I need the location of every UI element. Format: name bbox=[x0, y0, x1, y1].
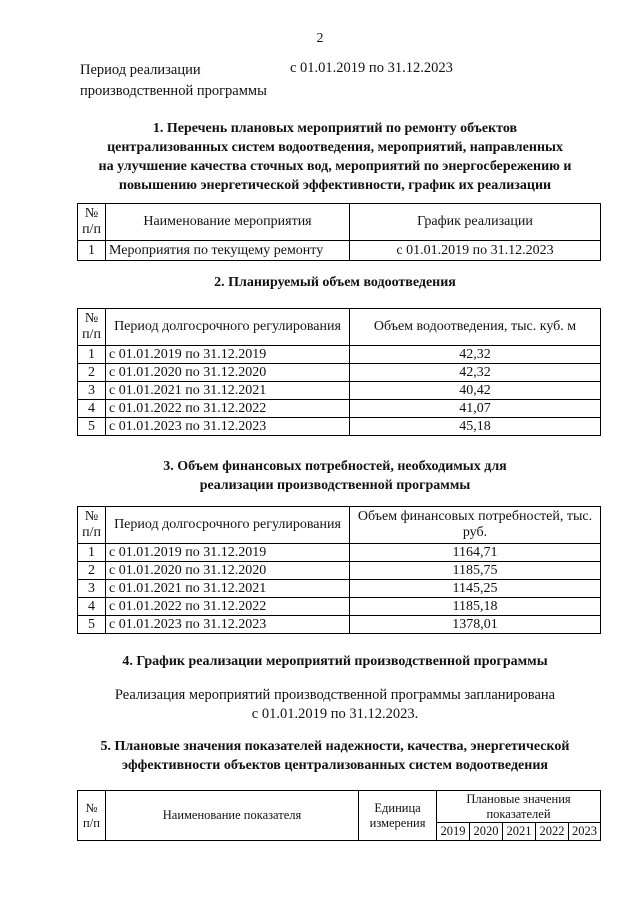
period-cell: с 01.01.2020 по 31.12.2020 bbox=[106, 562, 350, 580]
activity-schedule: с 01.01.2019 по 31.12.2023 bbox=[350, 241, 601, 261]
period-cell: с 01.01.2019 по 31.12.2019 bbox=[106, 544, 350, 562]
row-number: 1 bbox=[78, 241, 106, 261]
financial-cell: 1185,75 bbox=[350, 562, 601, 580]
volume-cell: 40,42 bbox=[350, 382, 601, 400]
col-header-year: 2023 bbox=[569, 823, 601, 841]
period-cell: с 01.01.2022 по 31.12.2022 bbox=[106, 598, 350, 616]
period-cell: с 01.01.2020 по 31.12.2020 bbox=[106, 364, 350, 382]
page-number: 2 bbox=[316, 31, 324, 46]
row-number: 5 bbox=[78, 418, 106, 436]
col-header-indicator: Наименование показателя bbox=[105, 791, 358, 841]
table-row bbox=[78, 364, 601, 382]
section3-title-line: 3. Объем финансовых потребностей, необходимых для bbox=[163, 459, 507, 474]
section5-title-line: 5. Плановые значения показателей надежности, качества, энергетической bbox=[100, 739, 570, 754]
section4-text-line1: Реализация мероприятий производственной программы запланирована bbox=[114, 687, 556, 703]
row-number: 2 bbox=[78, 562, 106, 580]
period-cell: с 01.01.2022 по 31.12.2022 bbox=[106, 400, 350, 418]
activity-name: Мероприятия по текущему ремонту bbox=[106, 241, 350, 261]
row-number: 1 bbox=[78, 346, 106, 364]
table-header-row bbox=[78, 204, 601, 241]
section3-title bbox=[70, 457, 600, 495]
col-header-period: Период долгосрочного регулирования bbox=[106, 507, 350, 544]
period-value: с 01.01.2019 по 31.12.2023 bbox=[290, 60, 453, 76]
table-row bbox=[78, 580, 601, 598]
table-row bbox=[78, 562, 601, 580]
section1-title-line: 1. Перечень плановых мероприятий по ремонту объектов bbox=[152, 121, 518, 136]
row-number: 4 bbox=[78, 598, 106, 616]
table-header-row bbox=[78, 791, 601, 823]
row-number: 5 bbox=[78, 616, 106, 634]
financial-cell: 1378,01 bbox=[350, 616, 601, 634]
col-header-activity: Наименование мероприятия bbox=[106, 204, 350, 241]
col-header-number: № п/п bbox=[78, 507, 106, 544]
col-header-unit: Единица измерения bbox=[359, 791, 437, 841]
section1-title-line: централизованных систем водоотведения, мероприятий, направленных bbox=[107, 140, 563, 155]
row-number: 4 bbox=[78, 400, 106, 418]
col-header-year: 2020 bbox=[470, 823, 503, 841]
indicators-table bbox=[77, 790, 601, 841]
row-number: 2 bbox=[78, 364, 106, 382]
table-row bbox=[78, 544, 601, 562]
volume-cell: 42,32 bbox=[350, 364, 601, 382]
table-row bbox=[78, 241, 601, 261]
section1-title-line: повышению энергетической эффективности, график их реализации bbox=[118, 178, 552, 193]
section4-text bbox=[70, 686, 600, 724]
col-header-year: 2022 bbox=[535, 823, 568, 841]
table-header-row bbox=[78, 507, 601, 544]
col-header-number: № п/п bbox=[78, 204, 106, 241]
period-label-line2: производственной программы bbox=[80, 83, 267, 99]
section1-title-line: на улучшение качества сточных вод, мероприятий по энергосбережению и bbox=[98, 159, 572, 174]
section2-title: 2. Планируемый объем водоотведения bbox=[214, 275, 456, 290]
row-number: 1 bbox=[78, 544, 106, 562]
section5-title-line: эффективности объектов централизованных систем водоотведения bbox=[122, 758, 548, 773]
row-number: 3 bbox=[78, 382, 106, 400]
period-cell: с 01.01.2019 по 31.12.2019 bbox=[106, 346, 350, 364]
volume-cell: 41,07 bbox=[350, 400, 601, 418]
table-row bbox=[78, 616, 601, 634]
period-cell: с 01.01.2021 по 31.12.2021 bbox=[106, 580, 350, 598]
table-row bbox=[78, 382, 601, 400]
financial-needs-table bbox=[77, 506, 601, 634]
section4-title: 4. График реализации мероприятий производственной программы bbox=[122, 654, 548, 669]
section4-text-line2: с 01.01.2019 по 31.12.2023. bbox=[251, 706, 419, 722]
row-number: 3 bbox=[78, 580, 106, 598]
table-row bbox=[78, 418, 601, 436]
col-header-planned-values: Плановые значения показателей bbox=[437, 791, 601, 823]
period-cell: с 01.01.2023 по 31.12.2023 bbox=[106, 616, 350, 634]
section5-title bbox=[70, 737, 600, 775]
period-cell: с 01.01.2023 по 31.12.2023 bbox=[106, 418, 350, 436]
period-label bbox=[80, 60, 267, 102]
table-row bbox=[78, 346, 601, 364]
col-header-volume: Объем водоотведения, тыс. куб. м bbox=[350, 309, 601, 346]
col-header-number: № п/п bbox=[78, 791, 106, 841]
period-label-line1: Период реализации bbox=[80, 62, 201, 78]
financial-cell: 1164,71 bbox=[350, 544, 601, 562]
volume-cell: 42,32 bbox=[350, 346, 601, 364]
table-row bbox=[78, 598, 601, 616]
financial-cell: 1145,25 bbox=[350, 580, 601, 598]
period-cell: с 01.01.2021 по 31.12.2021 bbox=[106, 382, 350, 400]
table-row bbox=[78, 400, 601, 418]
col-header-year: 2021 bbox=[502, 823, 535, 841]
table-header-row bbox=[78, 309, 601, 346]
col-header-schedule: График реализации bbox=[350, 204, 601, 241]
activities-table bbox=[77, 203, 601, 261]
section1-title bbox=[70, 119, 600, 195]
wastewater-volume-table bbox=[77, 308, 601, 436]
financial-cell: 1185,18 bbox=[350, 598, 601, 616]
col-header-year: 2019 bbox=[437, 823, 470, 841]
col-header-number: № п/п bbox=[78, 309, 106, 346]
volume-cell: 45,18 bbox=[350, 418, 601, 436]
col-header-period: Период долгосрочного регулирования bbox=[106, 309, 350, 346]
section3-title-line: реализации производственной программы bbox=[199, 478, 471, 493]
col-header-financial: Объем финансовых потребностей, тыс. руб. bbox=[350, 507, 601, 544]
